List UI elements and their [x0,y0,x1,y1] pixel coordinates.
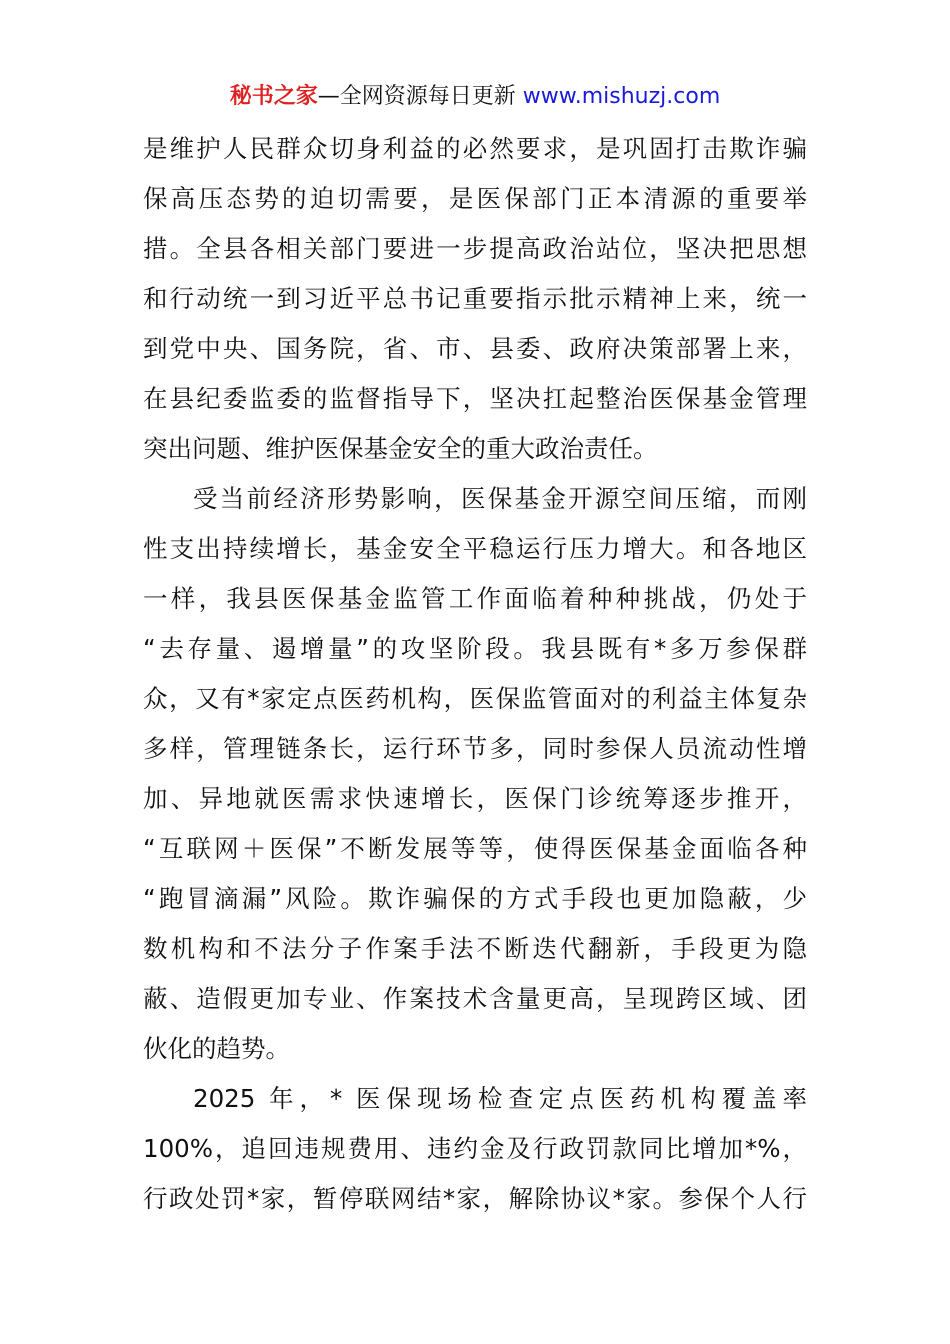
text-line: 众，又有*家定点医药机构，医保监管面对的利益主体复杂 [143,684,807,713]
text-line: “跑冒滴漏”风险。欺诈骗保的方式手段也更加隐蔽，少 [143,884,807,913]
text-line: 性支出持续增长，基金安全平稳运行压力增大。和各地区 [143,534,807,563]
site-tagline: —全网资源每日更新 [317,84,523,109]
text-line: 100%，追回违规费用、违约金及行政罚款同比增加*%， [143,1134,807,1163]
text-line: 是维护人民群众切身利益的必然要求，是巩固打击欺诈骗 [143,134,807,163]
site-url-link[interactable]: www.mishuzj.com [522,84,721,109]
text-line: “去存量、遏增量”的攻坚阶段。我县既有*多万参保群 [143,634,807,663]
text-line: 到党中央、国务院，省、市、县委、政府决策部署上来， [143,334,807,363]
text-line: “互联网＋医保”不断发展等等，使得医保基金面临各种 [143,834,807,863]
text-line: 蔽、造假更加专业、作案技术含量更高，呈现跨区域、团 [143,984,807,1013]
text-line: 数机构和不法分子作案手法不断迭代翻新，手段更为隐 [143,934,807,963]
text-line: 伙化的趋势。 [143,1034,290,1063]
site-brand-name: 秘书之家 [229,84,318,109]
text-line: 突出问题、维护医保基金安全的重大政治责任。 [143,434,658,463]
site-header [0,82,950,112]
text-line: 一样，我县医保基金监管工作面临着种种挑战，仍处于 [143,584,807,613]
document-body [143,124,807,1224]
text-line: 措。全县各相关部门要进一步提高政治站位，坚决把思想 [143,234,807,263]
text-line: 在县纪委监委的监督指导下，坚决扛起整治医保基金管理 [143,384,807,413]
paragraph-first-line: 2025 年，* 医保现场检查定点医药机构覆盖率 [193,1084,807,1113]
text-line: 和行动统一到习近平总书记重要指示批示精神上来，统一 [143,284,807,313]
text-line: 行政处罚*家，暂停联网结*家，解除协议*家。参保个人行 [143,1184,807,1213]
text-line: 保高压态势的迫切需要，是医保部门正本清源的重要举 [143,184,807,213]
text-line: 加、异地就医需求快速增长，医保门诊统筹逐步推开， [143,784,807,813]
paragraph-first-line: 受当前经济形势影响，医保基金开源空间压缩，而刚 [193,484,807,513]
text-line: 多样，管理链条长，运行环节多，同时参保人员流动性增 [143,734,807,763]
